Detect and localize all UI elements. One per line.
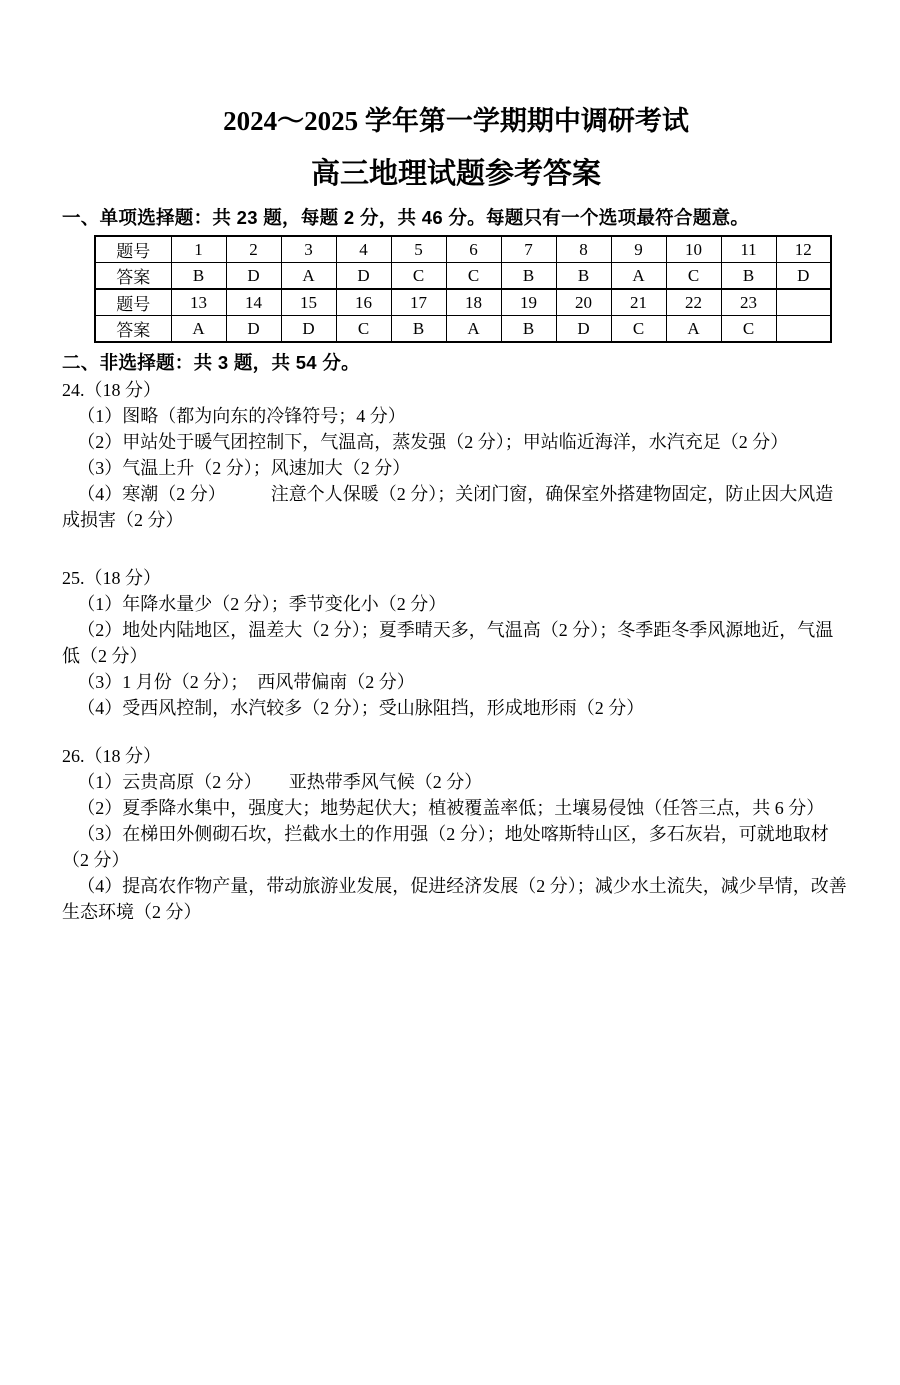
table-cell: D [556,316,611,343]
answer-line: （3）1 月份（2 分）； 西风带偏南（2 分） [77,672,415,692]
question-26-block [62,743,850,925]
row-label: 答案 [95,263,171,290]
answer-line: （4）提高农作物产量，带动旅游业发展，促进经济发展（2 分）；减少水土流失，减少旱情，改善生态环境（2 分） [62,876,847,922]
table-cell: 13 [171,289,226,316]
table-cell: C [336,316,391,343]
table-cell: 22 [666,289,721,316]
answer-line: （3）在梯田外侧砌石坎，拦截水土的作用强（2 分）；地处喀斯特山区，多石灰岩，可就地取材（2 分） [62,824,829,870]
table-cell: C [391,263,446,290]
answer-line: （3）气温上升（2 分）；风速加大（2 分） [77,458,411,478]
answer-line: （4）受西风控制，水汽较多（2 分）；受山脉阻挡，形成地形雨（2 分） [77,698,645,718]
row-label: 题号 [95,289,171,316]
answer-line: （2）夏季降水集中，强度大；地势起伏大；植被覆盖率低；土壤易侵蚀（任答三点，共 6 分） [77,798,825,818]
question-24-number: 24.（18 分） [62,380,161,400]
table-cell: C [611,316,666,343]
table-cell: 15 [281,289,336,316]
answer-line: （2）甲站处于暖气团控制下，气温高，蒸发强（2 分）；甲站临近海洋，水汽充足（2 分） [77,432,789,452]
table-cell: B [556,263,611,290]
table-cell: C [666,263,721,290]
table-row-qnum-2 [95,289,831,316]
answer-line: （2）地处内陆地区，温差大（2 分）；夏季晴天多，气温高（2 分）；冬季距冬季风源地近，气温低（2 分） [62,620,834,666]
table-cell: 1 [171,236,226,263]
table-row-qnum-1 [95,236,831,263]
answer-line: （4）寒潮（2 分） 注意个人保暖（2 分）；关闭门窗，确保室外搭建物固定，防止因大风造成损害（2 分） [62,484,834,530]
section-one-heading: 一、单项选择题：共 23 题，每题 2 分，共 46 分。每题只有一个选项最符合题意。 [62,207,750,228]
table-cell: 18 [446,289,501,316]
table-cell: D [336,263,391,290]
table-cell: C [721,316,776,343]
question-26-number: 26.（18 分） [62,746,161,766]
row-label: 答案 [95,316,171,343]
table-cell: 21 [611,289,666,316]
table-cell: 4 [336,236,391,263]
question-25-number: 25.（18 分） [62,568,161,588]
table-cell: 23 [721,289,776,316]
table-cell: 11 [721,236,776,263]
table-cell: C [446,263,501,290]
answer-table [94,235,832,343]
table-cell: B [501,263,556,290]
table-cell: B [391,316,446,343]
table-cell: A [446,316,501,343]
table-cell: 5 [391,236,446,263]
table-cell: 8 [556,236,611,263]
table-cell: 3 [281,236,336,263]
table-row-answer-2 [95,316,831,343]
section-two-heading: 二、非选择题：共 3 题，共 54 分。 [62,352,360,373]
table-cell [776,316,831,343]
table-cell: B [171,263,226,290]
table-cell: B [721,263,776,290]
table-cell: 2 [226,236,281,263]
table-cell: 6 [446,236,501,263]
table-cell [776,289,831,316]
table-cell: 7 [501,236,556,263]
table-cell: D [226,316,281,343]
table-cell: 12 [776,236,831,263]
row-label: 题号 [95,236,171,263]
table-cell: A [281,263,336,290]
table-cell: 9 [611,236,666,263]
table-cell: A [666,316,721,343]
answer-line: （1）云贵高原（2 分） 亚热带季风气候（2 分） [77,772,483,792]
table-cell: 20 [556,289,611,316]
table-cell: 14 [226,289,281,316]
answer-line: （1）年降水量少（2 分）；季节变化小（2 分） [77,594,447,614]
table-cell: D [281,316,336,343]
table-cell: 19 [501,289,556,316]
page-subtitle: 高三地理试题参考答案 [310,158,601,190]
table-cell: B [501,316,556,343]
table-cell: A [611,263,666,290]
page-title: 2024～2025 学年第一学期期中调研考试 [223,106,689,136]
answer-line: （1）图略（都为向东的冷锋符号；4 分） [77,406,406,426]
table-cell: D [776,263,831,290]
table-cell: 10 [666,236,721,263]
table-cell: 16 [336,289,391,316]
table-cell: A [171,316,226,343]
table-cell: D [226,263,281,290]
table-cell: 17 [391,289,446,316]
table-row-answer-1 [95,263,831,290]
question-24-block [62,377,850,533]
question-25-block [62,565,850,721]
